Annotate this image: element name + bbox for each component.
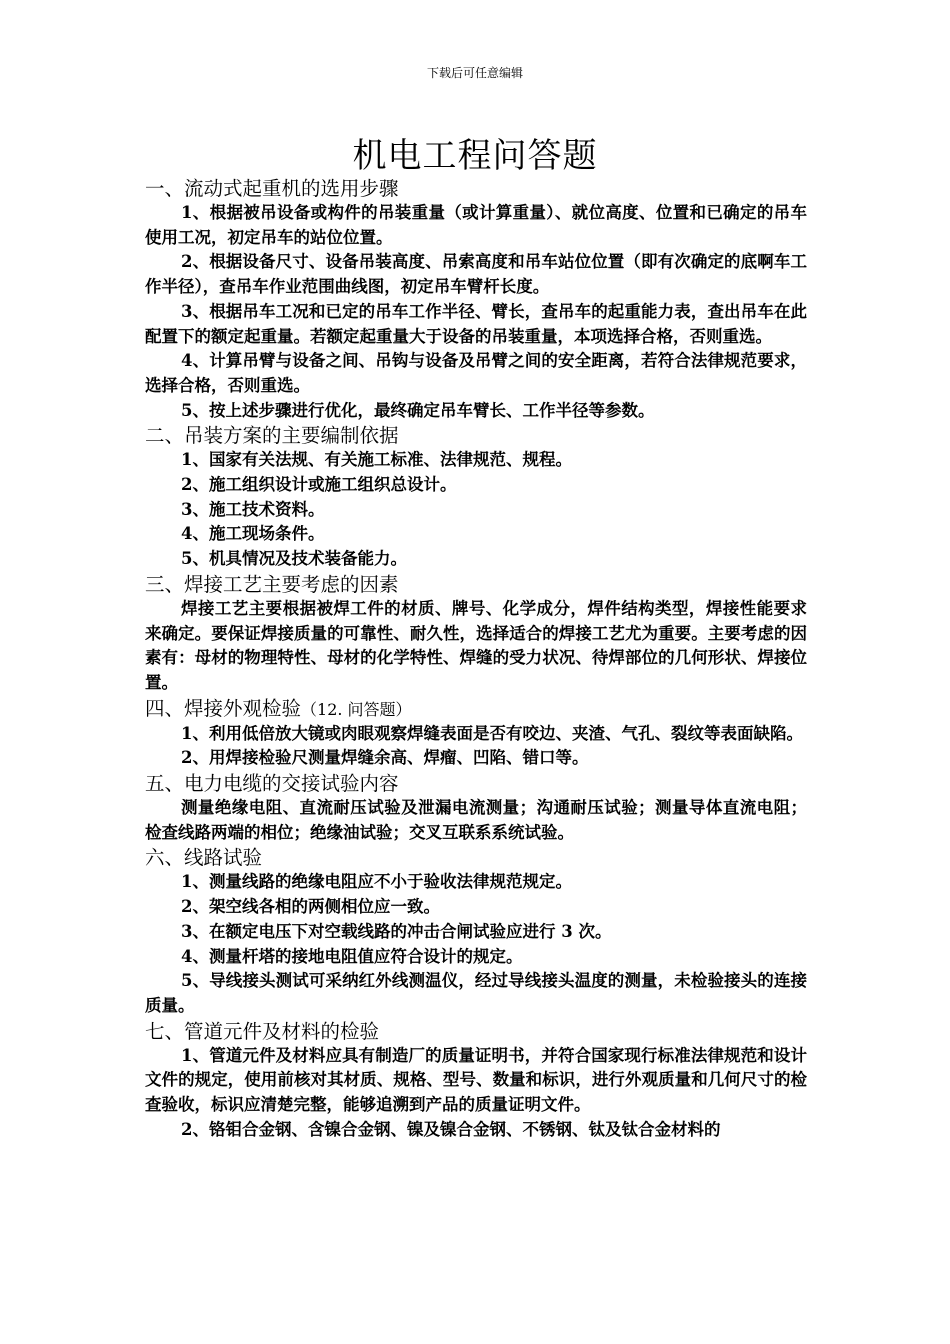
watermark-text: 下载后可任意编辑 xyxy=(426,66,523,80)
section-heading-4-text: 四、焊接外观检验 xyxy=(145,696,302,720)
document-body xyxy=(145,176,807,1143)
section-heading-6: 六、线路试验 xyxy=(145,846,263,870)
paragraph: 1、管道元件及材料应具有制造厂的质量证明书，并符合国家现行标准法律规范和设计文件的规定，使用前核对其材质、规格、型号、数量和标识，进行外观质量和几何尺寸的检查验收，标识应清楚完整，能够追溯到产品的质量证明文件。 xyxy=(145,1045,807,1115)
paragraph: 1、测量线路的绝缘电阻应不小于验收法律规范规定。 xyxy=(181,872,572,892)
paragraph: 4、施工现场条件。 xyxy=(181,524,325,544)
section-heading-4 xyxy=(145,696,807,722)
paragraph: 1、利用低倍放大镜或肉眼观察焊缝表面是否有咬边、夹渣、气孔、裂纹等表面缺陷。 xyxy=(181,723,803,743)
paragraph: 5、导线接头测试可采纳红外线测温仪，经过导线接头温度的测量，未检验接头的连接质量。 xyxy=(145,971,807,1015)
section-heading-7: 七、管道元件及材料的检验 xyxy=(145,1019,380,1043)
paragraph: 1、根据被吊设备或构件的吊装重量（或计算重量）、就位高度、位置和已确定的吊车使用工况，初定吊车的站位位置。 xyxy=(145,203,807,247)
section-heading-3: 三、焊接工艺主要考虑的因素 xyxy=(145,572,399,596)
paragraph: 3、施工技术资料。 xyxy=(181,499,325,519)
paragraph: 3、根据吊车工况和已定的吊车工作半径、臂长，查吊车的起重能力表，查出吊车在此配置下的额定起重量。若额定起重量大于设备的吊装重量，本项选择合格，否则重选。 xyxy=(145,301,807,346)
paragraph: 2、铬钼合金钢、含镍合金钢、镍及镍合金钢、不锈钢、钛及钛合金材料的 xyxy=(181,1119,721,1139)
paragraph: 2、用焊接检验尺测量焊缝余高、焊瘤、凹陷、错口等。 xyxy=(181,748,589,768)
paragraph: 焊接工艺主要根据被焊工件的材质、牌号、化学成分，焊件结构类型，焊接性能要求来确定。要保证焊接质量的可靠性、耐久性，选择适合的焊接工艺尤为重要。主要考虑的因素有：母材的物理特性、母材的化学特性、焊缝的受力状况、待焊部位的几何形状、焊接位置。 xyxy=(145,598,807,692)
paragraph: 2、架空线各相的两侧相位应一致。 xyxy=(181,897,440,917)
paragraph: 1、国家有关法规、有关施工标准、法律规范、规程。 xyxy=(181,450,572,470)
paragraph: 测量绝缘电阻、直流耐压试验及泄漏电流测量；沟通耐压试验；测量导体直流电阻；检查线路两端的相位；绝缘油试验；交叉互联系系统试验。 xyxy=(145,798,807,842)
paragraph: 4、测量杆塔的接地电阻值应符合设计的规定。 xyxy=(181,946,523,966)
paragraph: 5、按上述步骤进行优化，最终确定吊车臂长、工作半径等参数。 xyxy=(181,400,655,420)
paragraph: 3、在额定电压下对空载线路的冲击合闸试验应进行 3 次。 xyxy=(181,921,612,941)
section-heading-4-note: （12. 问答题） xyxy=(301,699,412,719)
paragraph: 4、计算吊臂与设备之间、吊钩与设备及吊臂之间的安全距离，若符合法律规范要求，选择合格，否则重选。 xyxy=(145,351,807,395)
paragraph: 2、根据设备尺寸、设备吊装高度、吊索高度和吊车站位位置（即有次确定的底啊车工作半径），查吊车作业范围曲线图，初定吊车臂杆长度。 xyxy=(145,252,807,297)
paragraph: 5、机具情况及技术装备能力。 xyxy=(181,549,407,569)
paragraph: 2、施工组织设计或施工组织总设计。 xyxy=(181,475,457,495)
section-heading-2: 二、吊装方案的主要编制依据 xyxy=(145,424,399,448)
section-heading-5: 五、电力电缆的交接试验内容 xyxy=(145,772,399,796)
page-title: 机电工程问答题 xyxy=(352,136,598,176)
section-heading-1: 一、流动式起重机的选用步骤 xyxy=(145,177,399,200)
